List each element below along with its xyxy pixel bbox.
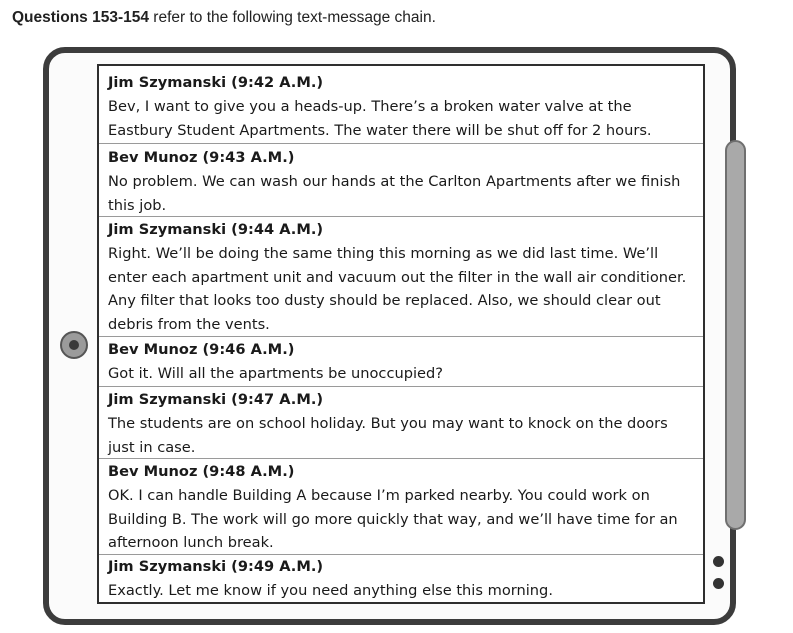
message-sender: Bev Munoz (9:48 A.M.) (108, 463, 295, 480)
message-item (108, 338, 698, 386)
message-item (108, 388, 698, 459)
message-divider (99, 458, 703, 459)
message-item (108, 71, 698, 142)
message-sender: Jim Szymanski (9:42 A.M.) (108, 74, 324, 91)
message-text: Bev, I want to give you a heads-up. There’s a broken water valve at the Eastbury Student Apartments. The water there will be shut off for 2 hours. (108, 97, 652, 139)
questions-number: Questions 153-154 (12, 9, 149, 26)
message-text: Got it. Will all the apartments be unoccupied? (108, 364, 444, 382)
message-text: The students are on school holiday. But you may want to knock on the doors just in case. (108, 414, 668, 456)
message-item (108, 555, 698, 603)
message-divider (99, 336, 703, 337)
message-text: OK. I can handle Building A because I’m parked nearby. You could work on Building B. The work will go more quickly that way, and we’ll have time for an afternoon lunch break. (108, 486, 678, 552)
questions-header (12, 9, 436, 27)
message-sender: Jim Szymanski (9:44 A.M.) (108, 221, 324, 238)
message-sender: Jim Szymanski (9:49 A.M.) (108, 558, 324, 575)
message-sender: Bev Munoz (9:46 A.M.) (108, 341, 295, 358)
message-sender: Bev Munoz (9:43 A.M.) (108, 149, 295, 166)
message-item (108, 460, 698, 555)
message-item (108, 146, 698, 217)
questions-instruction: refer to the following text-message chain. (153, 9, 436, 26)
side-dot-icon (713, 556, 724, 567)
message-text: Exactly. Let me know if you need anything else this morning. (108, 581, 553, 599)
message-divider (99, 386, 703, 387)
message-screen (97, 64, 705, 604)
message-sender: Jim Szymanski (9:47 A.M.) (108, 391, 324, 408)
side-dot-icon (713, 578, 724, 589)
message-text: Right. We’ll be doing the same thing this morning as we did last time. We’ll enter each apartment unit and vacuum out the filter in the wall air conditioner. Any filter that looks too dusty should be replaced. Also, we should clear out debris from the vents. (108, 244, 687, 334)
message-divider (99, 143, 703, 144)
message-text: No problem. We can wash our hands at the Carlton Apartments after we finish this job. (108, 172, 681, 214)
home-button-icon (60, 331, 88, 359)
message-divider (99, 216, 703, 217)
side-scrollbar (725, 140, 746, 530)
message-item (108, 218, 698, 337)
